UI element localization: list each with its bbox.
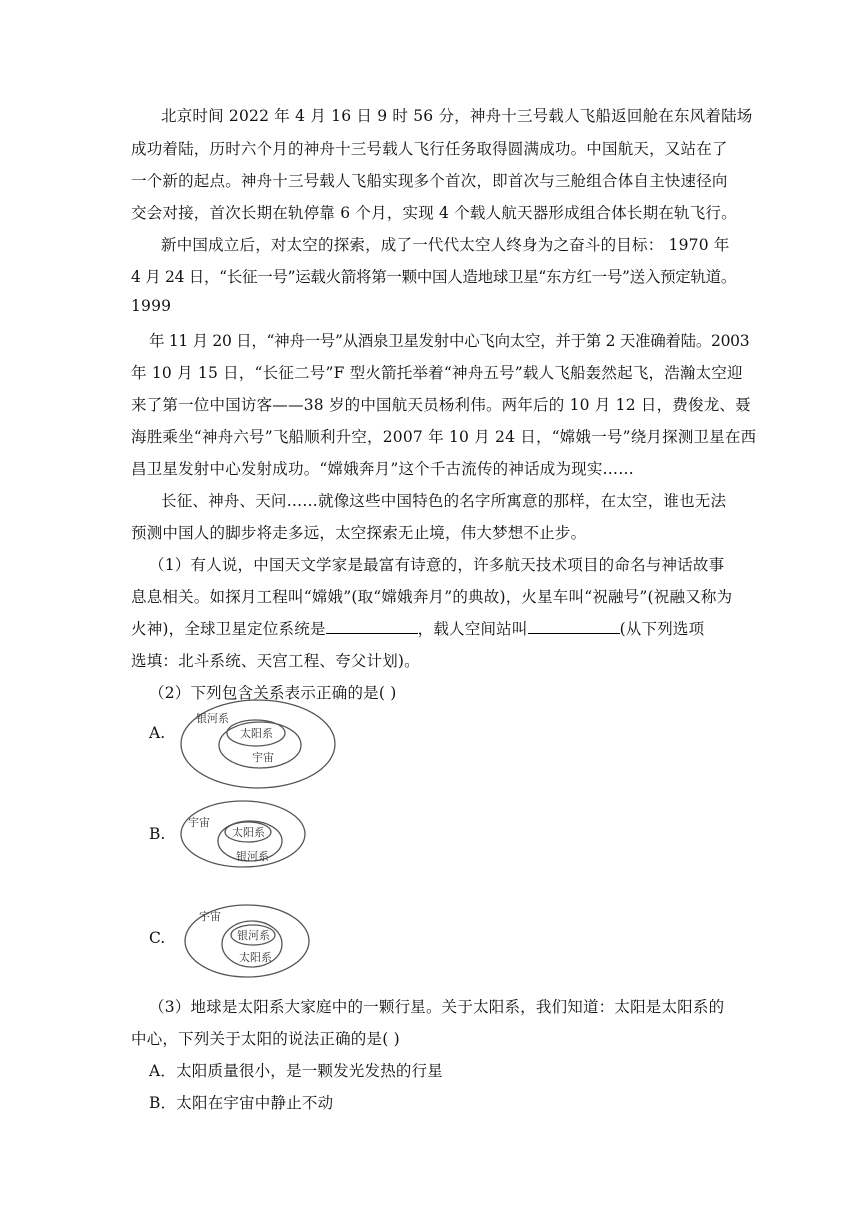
- passage-p1-line-3: 一个新的起点。神舟十三号载人飞船实现多个首次，即首次与三舱组合体自主快速径向: [131, 172, 728, 190]
- q2-option-a-label[interactable]: A.: [149, 724, 166, 742]
- q2-option-b-diagram[interactable]: [178, 798, 308, 870]
- q2-option-c-label[interactable]: C.: [149, 929, 166, 947]
- passage-p2-line-6: 来了第一位中国访客——38 岁的中国航天员杨利伟。两年后的 10 月 12 日，费俊龙、聂: [131, 396, 751, 414]
- option-b-middle-label: 银河系: [236, 850, 269, 863]
- answer-blank-space-station[interactable]: [528, 619, 620, 634]
- passage-p1-line-2: 成功着陆，历时六个月的神舟十三号载人飞行任务取得圆满成功。中国航天，又站在了: [131, 140, 728, 158]
- q3-option-a[interactable]: A．太阳质量很小，是一颗发光发热的行星: [149, 1062, 443, 1080]
- q1-line-4: 选填：北斗系统、天宫工程、夸父计划)。: [131, 652, 420, 670]
- passage-p3-line-1: 长征、神舟、天问……就像这些中国特色的名字所寓意的那样，在太空，谁也无法: [161, 492, 727, 510]
- q1-line-3-part-a: 火神)，全球卫星定位系统是: [131, 620, 326, 638]
- q2-stem: （2）下列包含关系表示正确的是( ): [149, 684, 397, 702]
- passage-p3-line-2: 预测中国人的脚步将走多远，太空探索无止境，伟大梦想不止步。: [131, 524, 587, 542]
- passage-p2-line-1: 新中国成立后，对太空的探索，成了一代代太空人终身为之奋斗的目标： 1970 年: [161, 236, 730, 254]
- answer-blank-satellite-system[interactable]: [326, 619, 418, 634]
- q1-line-1: （1）有人说，中国天文学家是最富有诗意的，许多航天技术项目的命名与神话故事: [149, 556, 725, 574]
- q1-line-3-part-c: (从下列选项: [619, 620, 705, 638]
- option-c-inner-label: 银河系: [237, 929, 270, 942]
- q1-line-3-part-b: ，载人空间站叫: [417, 620, 528, 638]
- passage-p1-line-1: 北京时间 2022 年 4 月 16 日 9 时 56 分，神舟十三号载人飞船返回舱在东风着陆场: [161, 107, 753, 125]
- q2-option-c-diagram[interactable]: [181, 902, 313, 980]
- option-a-middle-label: 宇宙: [252, 751, 274, 764]
- q3-option-b[interactable]: B．太阳在宇宙中静止不动: [149, 1094, 334, 1112]
- passage-p2-line-7: 海胜乘坐“神舟六号”飞船顺利升空，2007 年 10 月 24 日，“嫦娥一号”绕月探测卫星在西: [131, 428, 757, 446]
- q2-option-a-diagram[interactable]: [178, 696, 338, 792]
- passage-p2-line-8: 昌卫星发射中心发射成功。“嫦娥奔月”这个千古流传的神话成为现实……: [131, 460, 634, 478]
- q1-line-3: [131, 617, 704, 639]
- option-b-outer-label: 宇宙: [188, 816, 210, 829]
- option-a-inner-label: 太阳系: [240, 727, 273, 740]
- passage-p2-line-2: 4 月 24 日，“长征一号”运载火箭将第一颗中国人造地球卫星“东方红一号”送入预定轨道。: [131, 268, 737, 286]
- passage-p2-line-4: 年 11 月 20 日，“神舟一号”从酒泉卫星发射中心飞向太空，并于第 2 天准确着陆。2003: [149, 332, 750, 350]
- option-c-middle-label: 太阳系: [239, 951, 272, 964]
- passage-p2-line-5: 年 10 月 15 日，“长征二号”F 型火箭托举着“神舟五号”载人飞船轰然起飞，浩瀚太空迎: [131, 364, 743, 382]
- q3-line-1: （3）地球是太阳系大家庭中的一颗行星。关于太阳系，我们知道：太阳是太阳系的: [149, 998, 725, 1016]
- q3-line-2: 中心，下列关于太阳的说法正确的是( ): [131, 1030, 400, 1048]
- option-a-outer-label: 银河系: [196, 712, 229, 725]
- q1-line-2: 息息相关。如探月工程叫“嫦娥”(取“嫦娥奔月”的典故)，火星车叫“祝融号”(祝融又称为: [131, 588, 733, 606]
- option-b-inner-label: 太阳系: [232, 826, 265, 839]
- passage-p1-line-4: 交会对接，首次长期在轨停靠 6 个月，实现 4 个载人航天器形成组合体长期在轨飞行。: [131, 204, 737, 222]
- q2-option-b-label[interactable]: B.: [149, 825, 166, 843]
- option-c-outer-label: 宇宙: [199, 910, 221, 923]
- passage-p2-line-3: 1999: [131, 297, 172, 315]
